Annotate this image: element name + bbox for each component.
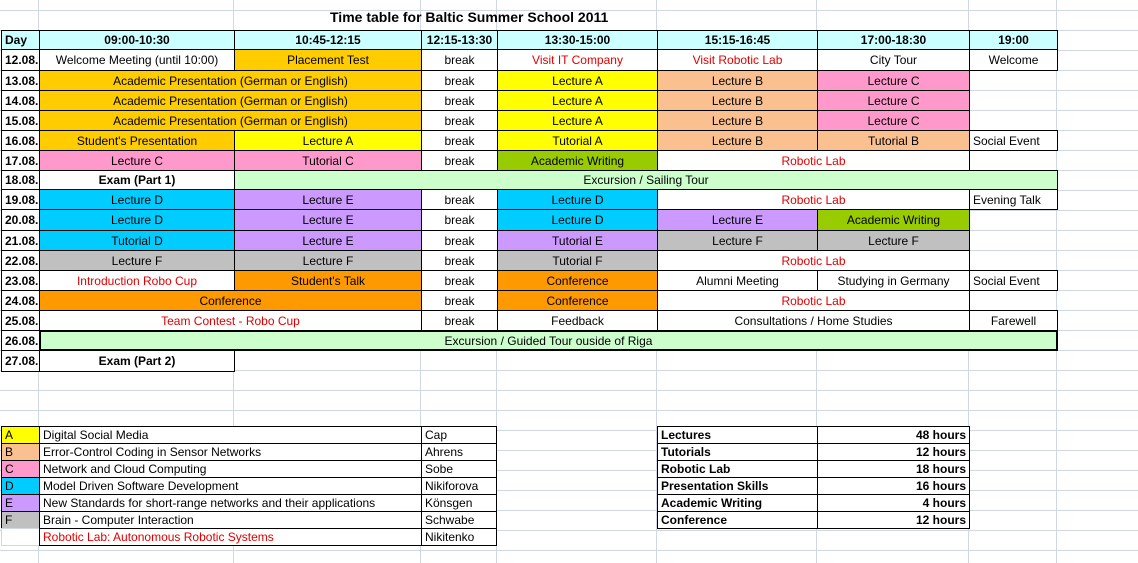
schedule-cell[interactable]: Tutorial A [497,130,658,151]
schedule-cell[interactable]: Lecture A [497,70,658,91]
schedule-cell[interactable]: Lecture B [657,130,818,151]
schedule-cell[interactable]: Lecture C [39,150,235,171]
day-cell[interactable]: 23.08. [1,270,40,291]
legend-lecturer[interactable]: Cap [421,426,497,444]
schedule-cell[interactable]: Lecture F [234,250,422,271]
gridline [0,390,1138,391]
legend-code[interactable]: C [1,460,40,478]
schedule-cell[interactable]: Tutorial D [39,230,235,251]
schedule-cell[interactable]: break [421,150,498,171]
schedule-cell[interactable]: Lecture D [497,189,658,210]
schedule-cell[interactable]: break [421,290,498,311]
hours-value[interactable]: 4 hours [817,494,970,512]
hours-label[interactable]: Conference [657,511,818,529]
schedule-cell[interactable]: Tutorial E [497,230,658,251]
schedule-cell[interactable]: Evening Talk [969,189,1058,210]
legend-subject[interactable]: Robotic Lab: Autonomous Robotic Systems [39,528,422,546]
schedule-cell[interactable]: Farewell [969,310,1058,331]
schedule-cell[interactable]: Social Event [969,130,1058,151]
day-cell[interactable]: 26.08. [1,330,40,351]
schedule-cell[interactable]: Robotic Lab [657,250,970,271]
schedule-cell[interactable]: Studying in Germany [817,270,970,291]
schedule-cell[interactable]: Lecture B [657,90,818,111]
schedule-cell[interactable]: Robotic Lab [657,150,970,171]
day-cell[interactable]: 19.08. [1,189,40,210]
schedule-cell[interactable]: Robotic Lab [657,290,970,311]
schedule-cell[interactable]: Team Contest - Robo Cup [39,310,422,331]
hours-value[interactable]: 12 hours [817,443,970,461]
schedule-cell[interactable]: Student's Talk [234,270,422,291]
schedule-cell[interactable]: Lecture F [657,230,818,251]
legend-lecturer[interactable]: Schwabe [421,511,497,529]
hours-label[interactable]: Academic Writing [657,494,818,512]
schedule-cell[interactable]: Lecture E [234,209,422,231]
schedule-cell[interactable]: Exam (Part 2) [39,350,235,372]
schedule-cell[interactable]: Lecture D [497,209,658,231]
day-cell[interactable]: 13.08. [1,70,40,91]
schedule-cell[interactable]: Exam (Part 1) [39,170,235,190]
schedule-cell[interactable]: Visit Robotic Lab [657,49,818,71]
day-cell[interactable]: 17.08. [1,150,40,171]
day-cell[interactable]: 27.08. [1,350,40,372]
schedule-cell[interactable]: Lecture E [657,209,818,231]
schedule-cell[interactable]: break [421,49,498,71]
legend-subject[interactable]: Digital Social Media [39,426,422,444]
legend-lecturer[interactable]: Ahrens [421,443,497,461]
schedule-cell[interactable]: Robotic Lab [657,189,970,210]
legend-code[interactable]: D [1,477,40,495]
legend-subject[interactable]: Network and Cloud Computing [39,460,422,478]
schedule-cell[interactable]: Lecture C [817,110,970,131]
legend-code[interactable] [1,528,40,546]
schedule-cell[interactable]: Academic Presentation (German or English) [39,90,422,111]
hours-label[interactable]: Robotic Lab [657,460,818,478]
hours-value[interactable]: 16 hours [817,477,970,495]
day-cell[interactable]: 25.08. [1,310,40,331]
schedule-cell[interactable]: Tutorial F [497,250,658,271]
header-day[interactable]: Day [1,30,40,50]
legend-code[interactable]: B [1,443,40,461]
legend-code[interactable]: F [1,511,40,529]
header-slot[interactable]: 10:45-12:15 [234,30,422,50]
header-slot[interactable]: 17:00-18:30 [817,30,970,50]
schedule-cell[interactable]: Conference [497,290,658,311]
schedule-cell[interactable]: Lecture E [234,230,422,251]
schedule-cell[interactable]: Conference [497,270,658,291]
hours-value[interactable]: 48 hours [817,426,970,444]
legend-lecturer[interactable]: Nikitenko [421,528,497,546]
schedule-cell[interactable]: Welcome Meeting (until 10:00) [39,49,235,71]
day-cell[interactable]: 12.08. [1,49,40,71]
schedule-cell[interactable]: break [421,230,498,251]
header-slot[interactable]: 09:00-10:30 [39,30,235,50]
schedule-cell[interactable]: Lecture C [817,70,970,91]
schedule-cell[interactable]: Tutorial C [234,150,422,171]
page-title: Time table for Baltic Summer School 2011 [330,9,609,25]
day-cell[interactable]: 14.08. [1,90,40,111]
schedule-cell[interactable]: Excursion / Sailing Tour [234,170,1058,190]
legend-lecturer[interactable]: Sobe [421,460,497,478]
schedule-cell[interactable]: Lecture A [497,110,658,131]
day-cell[interactable]: 16.08. [1,130,40,151]
schedule-cell[interactable]: City Tour [817,49,970,71]
day-cell[interactable]: 21.08. [1,230,40,251]
schedule-cell[interactable]: Social Event [969,270,1058,291]
day-cell[interactable]: 15.08. [1,110,40,131]
schedule-cell[interactable]: Lecture B [657,110,818,131]
hours-value[interactable]: 18 hours [817,460,970,478]
schedule-cell[interactable]: break [421,189,498,210]
schedule-cell[interactable]: Conference [39,290,422,311]
schedule-cell[interactable]: Lecture D [39,209,235,231]
schedule-cell[interactable]: break [421,130,498,151]
schedule-cell[interactable]: Welcome [969,49,1058,71]
schedule-cell[interactable]: Academic Presentation (German or English) [39,70,422,91]
schedule-cell[interactable]: Lecture B [657,70,818,91]
legend-lecturer[interactable]: Könsgen [421,494,497,512]
schedule-cell[interactable]: Tutorial B [817,130,970,151]
header-slot[interactable]: 13:30-15:00 [497,30,658,50]
schedule-cell[interactable]: Lecture C [817,90,970,111]
schedule-cell[interactable]: Student's Presentation [39,130,235,151]
day-cell[interactable]: 22.08. [1,250,40,271]
day-cell[interactable]: 24.08. [1,290,40,311]
schedule-cell[interactable]: Lecture E [234,189,422,210]
hours-label[interactable]: Presentation Skills [657,477,818,495]
schedule-cell[interactable]: Lecture A [497,90,658,111]
header-slot[interactable]: 19:00 [969,30,1058,50]
legend-code[interactable]: E [1,494,40,512]
hours-label[interactable]: Tutorials [657,443,818,461]
legend-lecturer[interactable]: Nikiforova [421,477,497,495]
gridline [0,410,1138,411]
day-cell[interactable]: 18.08. [1,170,40,190]
schedule-cell[interactable]: break [421,90,498,111]
legend-subject[interactable]: Brain - Computer Interaction [39,511,422,529]
legend-code[interactable]: A [1,426,40,444]
schedule-cell[interactable]: break [421,310,498,331]
legend-subject[interactable]: New Standards for short-range networks and their applications [39,494,422,512]
schedule-cell[interactable]: Lecture F [817,230,970,251]
gridline [0,550,1138,551]
hours-label[interactable]: Lectures [657,426,818,444]
hours-value[interactable]: 12 hours [817,511,970,529]
schedule-cell[interactable]: break [421,250,498,271]
schedule-cell[interactable]: Academic Presentation (German or English) [39,110,422,131]
day-cell[interactable]: 20.08. [1,209,40,231]
schedule-cell[interactable]: Alumni Meeting [657,270,818,291]
schedule-cell[interactable]: Introduction Robo Cup [39,270,235,291]
schedule-cell[interactable]: Placement Test [234,49,422,71]
schedule-cell[interactable]: Feedback [497,310,658,331]
schedule-cell[interactable]: Academic Writing [817,209,970,231]
schedule-cell[interactable]: Visit IT Company [497,49,658,71]
schedule-cell[interactable]: break [421,70,498,91]
schedule-cell[interactable]: Academic Writing [497,150,658,171]
schedule-cell[interactable]: break [421,270,498,291]
legend-subject[interactable]: Model Driven Software Development [39,477,422,495]
legend-subject[interactable]: Error-Control Coding in Sensor Networks [39,443,422,461]
header-slot[interactable]: 15:15-16:45 [657,30,818,50]
schedule-cell[interactable]: Lecture D [39,189,235,210]
header-slot[interactable]: 12:15-13:30 [421,30,498,50]
schedule-cell[interactable]: Lecture A [234,130,422,151]
schedule-cell[interactable]: break [421,110,498,131]
schedule-cell[interactable]: Lecture F [39,250,235,271]
schedule-cell[interactable]: Consultations / Home Studies [657,310,970,331]
schedule-cell[interactable]: Excursion / Guided Tour ouside of Riga [39,330,1058,351]
schedule-cell[interactable]: break [421,209,498,231]
